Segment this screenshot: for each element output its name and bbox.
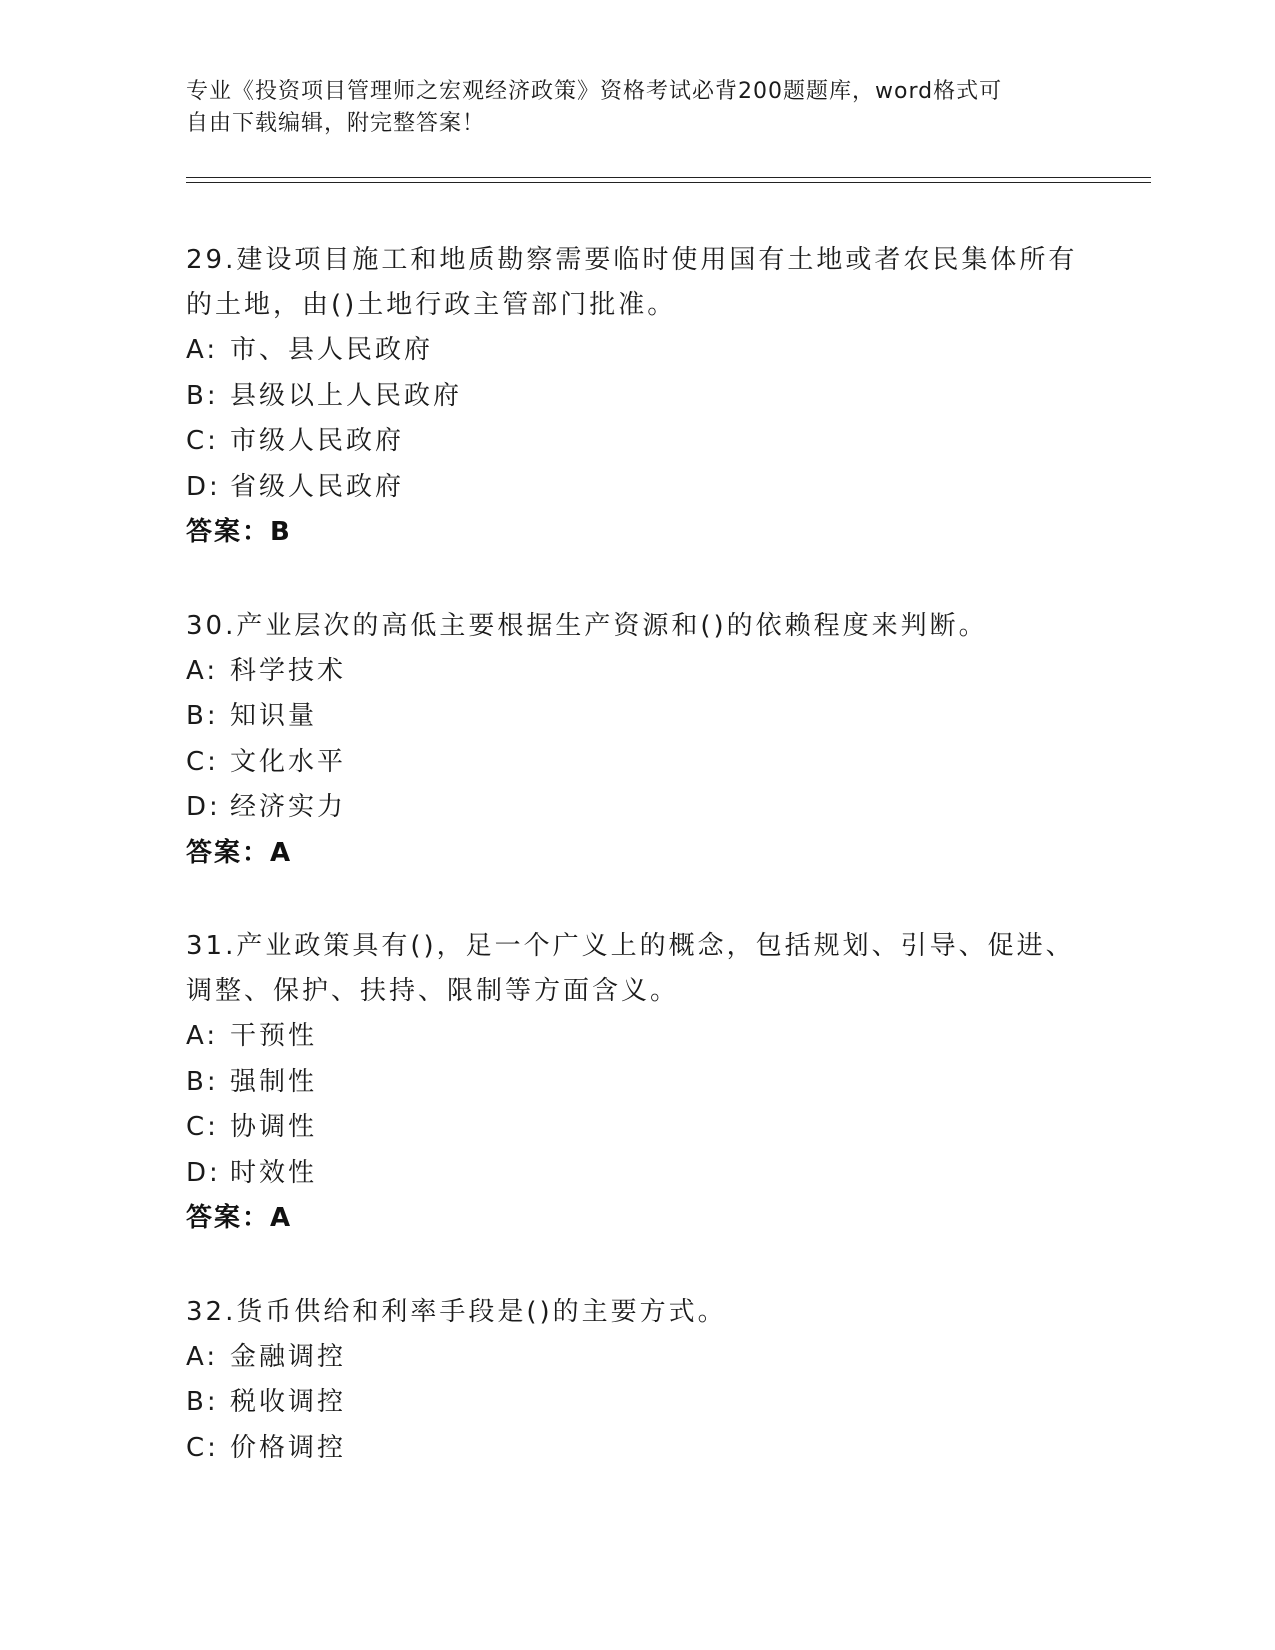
- option-text: 经济实力: [230, 792, 347, 822]
- option-key: C:: [186, 1432, 219, 1463]
- option-text: 文化水平: [230, 746, 347, 777]
- option-b: [186, 1060, 1086, 1106]
- option-key: C:: [186, 426, 219, 456]
- option-key: A:: [186, 1021, 219, 1051]
- option-key: B:: [186, 701, 219, 731]
- option-text: 市级人民政府: [230, 426, 405, 456]
- option-d: [186, 465, 1086, 511]
- header-divider-bottom: [186, 182, 1151, 183]
- question-stem: [186, 924, 1086, 1014]
- document-header: [186, 76, 1066, 140]
- answer-line: 答案：B: [186, 517, 292, 547]
- option-a: [186, 1335, 1086, 1381]
- option-text: 协调性: [230, 1112, 318, 1142]
- option-c: [186, 419, 1086, 465]
- header-line-1: 专业《投资项目管理师之宏观经济政策》资格考试必背200题题库，word格式可: [186, 79, 1003, 104]
- option-b: [186, 374, 1086, 420]
- option-a: [186, 649, 1086, 695]
- answer-line: 答案：A: [186, 1203, 293, 1233]
- option-a: [186, 328, 1086, 374]
- option-text: 市、县人民政府: [230, 335, 434, 365]
- stem-line-2: 调整、保护、扶持、限制等方面含义。: [186, 976, 680, 1006]
- question-32: [186, 1290, 1086, 1472]
- option-text: 价格调控: [230, 1432, 347, 1463]
- option-text: 税收调控: [230, 1387, 347, 1417]
- option-key: A:: [186, 335, 219, 365]
- question-29: [186, 238, 1086, 556]
- option-key: D:: [186, 1157, 221, 1188]
- stem-line-1: 32.货币供给和利率手段是()的主要方式。: [186, 1296, 727, 1327]
- option-a: [186, 1014, 1086, 1060]
- option-text: 科学技术: [230, 655, 347, 686]
- option-key: B:: [186, 1387, 219, 1417]
- option-c: [186, 1105, 1086, 1151]
- option-d: [186, 785, 1086, 831]
- option-text: 知识量: [230, 701, 318, 731]
- option-text: 干预性: [230, 1021, 318, 1051]
- option-c: [186, 740, 1086, 786]
- option-text: 强制性: [230, 1066, 318, 1097]
- option-key: C:: [186, 1112, 219, 1142]
- stem-line-2: 的土地，由()土地行政主管部门批准。: [186, 290, 677, 320]
- question-list: [186, 238, 1086, 1519]
- option-d: [186, 1151, 1086, 1197]
- option-text: 金融调控: [230, 1341, 347, 1372]
- header-divider-top: [186, 177, 1151, 178]
- option-key: B:: [186, 1066, 219, 1097]
- option-text: 时效性: [230, 1157, 318, 1188]
- option-key: B:: [186, 380, 219, 411]
- option-key: A:: [186, 1341, 219, 1372]
- option-b: [186, 1380, 1086, 1426]
- question-stem: [186, 238, 1086, 328]
- question-31: [186, 924, 1086, 1242]
- option-b: [186, 694, 1086, 740]
- question-stem: [186, 604, 1086, 649]
- question-stem: [186, 1290, 1086, 1335]
- question-30: [186, 604, 1086, 877]
- option-c: [186, 1426, 1086, 1472]
- stem-line-1: 29.建设项目施工和地质勘察需要临时使用国有土地或者农民集体所有: [186, 245, 1078, 275]
- option-key: A:: [186, 655, 219, 686]
- option-text: 县级以上人民政府: [230, 380, 463, 411]
- option-key: D:: [186, 471, 221, 502]
- stem-line-1: 31.产业政策具有()，足一个广义上的概念，包括规划、引导、促进、: [186, 931, 1075, 961]
- stem-line-1: 30.产业层次的高低主要根据生产资源和()的依赖程度来判断。: [186, 610, 988, 641]
- answer-line: 答案：A: [186, 837, 293, 868]
- option-key: D:: [186, 792, 221, 822]
- header-line-2: 自由下载编辑，附完整答案！: [186, 111, 486, 136]
- option-text: 省级人民政府: [230, 471, 405, 502]
- option-key: C:: [186, 746, 219, 777]
